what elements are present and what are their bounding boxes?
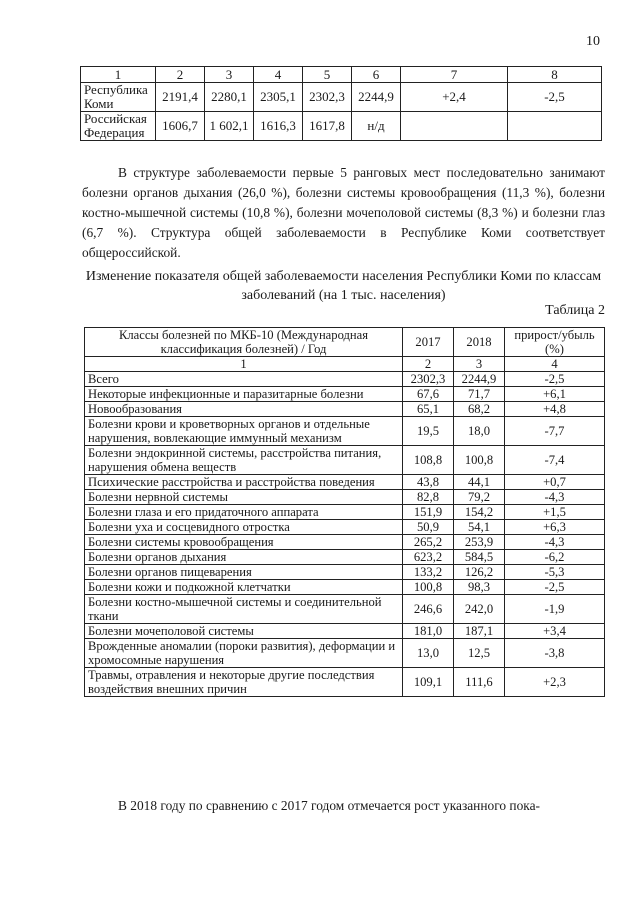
table1-cell: 2244,9 xyxy=(352,83,401,112)
change-percent: -2,5 xyxy=(505,372,605,387)
disease-class-name: Болезни крови и кроветворных органов и отдельные нарушения, вовлекающие иммунный механизм xyxy=(85,417,403,446)
table1-cell: 2302,3 xyxy=(303,83,352,112)
column-number: 1 xyxy=(85,357,403,372)
change-percent: -4,3 xyxy=(505,490,605,505)
value-2018: 71,7 xyxy=(454,387,505,402)
value-2018: 187,1 xyxy=(454,624,505,639)
disease-class-name: Болезни кожи и подкожной клетчатки xyxy=(85,580,403,595)
value-2017: 43,8 xyxy=(403,475,454,490)
class-column-header: Классы болезней по МКБ-10 (Международная классификация болезней) / Год xyxy=(85,328,403,357)
table1-header-cell: 1 xyxy=(81,67,156,83)
table1-header-cell: 7 xyxy=(401,67,508,83)
table-row xyxy=(85,595,605,624)
table1-header-cell: 6 xyxy=(352,67,401,83)
table-row xyxy=(85,402,605,417)
column-number: 2 xyxy=(403,357,454,372)
table1-cell: 1616,3 xyxy=(254,112,303,141)
value-2017: 65,1 xyxy=(403,402,454,417)
value-2018: 54,1 xyxy=(454,520,505,535)
value-2018: 126,2 xyxy=(454,565,505,580)
disease-class-name: Травмы, отравления и некоторые другие последствия воздействия внешних причин xyxy=(85,668,403,697)
value-2018: 18,0 xyxy=(454,417,505,446)
table1-header-cell: 3 xyxy=(205,67,254,83)
table1-cell: 2280,1 xyxy=(205,83,254,112)
regional-comparison-table xyxy=(80,66,602,141)
disease-class-name: Болезни системы кровообращения xyxy=(85,535,403,550)
region-name: Российская Федерация xyxy=(81,112,156,141)
value-2017: 623,2 xyxy=(403,550,454,565)
value-2018: 68,2 xyxy=(454,402,505,417)
change-percent: +6,3 xyxy=(505,520,605,535)
table-row xyxy=(85,668,605,697)
change-percent: +3,4 xyxy=(505,624,605,639)
structure-paragraph: В структуре заболеваемости первые 5 ранговых мест последовательно занимают болезни органов дыхания (26,0 %), болезни системы кровообращения (11,3 %), болезни костно-мышечной системы (10,8 %), болезни мочеполовой системы (8,3 %) и болезни глаз (6,7 %). Структура общей заболеваемости в Республике Коми соответствует общероссийской. xyxy=(82,165,605,260)
table2-body xyxy=(85,372,605,697)
table2-label: Таблица 2 xyxy=(545,303,605,318)
table-row xyxy=(85,372,605,387)
table-row xyxy=(85,417,605,446)
disease-class-name: Болезни мочеполовой системы xyxy=(85,624,403,639)
table1-cell: +2,4 xyxy=(401,83,508,112)
page-number: 10 xyxy=(586,34,600,49)
table-row xyxy=(85,475,605,490)
table1-header-cell: 4 xyxy=(254,67,303,83)
table-row xyxy=(81,112,602,141)
value-2017: 82,8 xyxy=(403,490,454,505)
value-2018: 111,6 xyxy=(454,668,505,697)
disease-class-name: Болезни эндокринной системы, расстройства питания, нарушения обмена веществ xyxy=(85,446,403,475)
value-2018: 584,5 xyxy=(454,550,505,565)
value-2017: 151,9 xyxy=(403,505,454,520)
disease-class-name: Болезни органов пищеварения xyxy=(85,565,403,580)
year-2017-header: 2017 xyxy=(403,328,454,357)
change-percent: -3,8 xyxy=(505,639,605,668)
disease-class-name: Болезни глаза и его придаточного аппарата xyxy=(85,505,403,520)
disease-class-name: Болезни костно-мышечной системы и соединительной ткани xyxy=(85,595,403,624)
value-2018: 242,0 xyxy=(454,595,505,624)
change-percent: -7,4 xyxy=(505,446,605,475)
table1-cell: н/д xyxy=(352,112,401,141)
table-row xyxy=(81,83,602,112)
table1-cell: 1606,7 xyxy=(156,112,205,141)
value-2017: 133,2 xyxy=(403,565,454,580)
table1-cell: 2191,4 xyxy=(156,83,205,112)
change-header: прирост/убыль (%) xyxy=(505,328,605,357)
change-percent: -6,2 xyxy=(505,550,605,565)
disease-classes-table xyxy=(84,327,605,697)
change-percent: -5,3 xyxy=(505,565,605,580)
change-percent: +6,1 xyxy=(505,387,605,402)
disease-class-name: Некоторые инфекционные и паразитарные болезни xyxy=(85,387,403,402)
table-row xyxy=(85,520,605,535)
value-2017: 19,5 xyxy=(403,417,454,446)
value-2018: 100,8 xyxy=(454,446,505,475)
disease-class-name: Болезни уха и сосцевидного отростка xyxy=(85,520,403,535)
change-percent: -2,5 xyxy=(505,580,605,595)
value-2018: 12,5 xyxy=(454,639,505,668)
value-2018: 44,1 xyxy=(454,475,505,490)
table2-header-row xyxy=(85,328,605,357)
change-percent: +1,5 xyxy=(505,505,605,520)
value-2017: 50,9 xyxy=(403,520,454,535)
value-2017: 100,8 xyxy=(403,580,454,595)
table1-cell: 1617,8 xyxy=(303,112,352,141)
value-2018: 253,9 xyxy=(454,535,505,550)
value-2018: 79,2 xyxy=(454,490,505,505)
change-percent: +0,7 xyxy=(505,475,605,490)
disease-class-name: Всего xyxy=(85,372,403,387)
table-row xyxy=(85,505,605,520)
table1-header-cell: 2 xyxy=(156,67,205,83)
region-name: Республика Коми xyxy=(81,83,156,112)
table-row xyxy=(85,535,605,550)
disease-class-name: Психические расстройства и расстройства поведения xyxy=(85,475,403,490)
change-percent: -7,7 xyxy=(505,417,605,446)
value-2018: 98,3 xyxy=(454,580,505,595)
change-percent: -1,9 xyxy=(505,595,605,624)
change-percent: +4,8 xyxy=(505,402,605,417)
value-2017: 109,1 xyxy=(403,668,454,697)
value-2017: 108,8 xyxy=(403,446,454,475)
table1-cell: 1 602,1 xyxy=(205,112,254,141)
table1-cell: -2,5 xyxy=(508,83,602,112)
table-row xyxy=(85,565,605,580)
change-percent: -4,3 xyxy=(505,535,605,550)
value-2017: 13,0 xyxy=(403,639,454,668)
table-row xyxy=(85,550,605,565)
table-row xyxy=(85,446,605,475)
table1-header-cell: 8 xyxy=(508,67,602,83)
table1-cell xyxy=(508,112,602,141)
value-2018: 2244,9 xyxy=(454,372,505,387)
value-2017: 2302,3 xyxy=(403,372,454,387)
table1-header-row xyxy=(81,67,602,83)
disease-class-name: Болезни органов дыхания xyxy=(85,550,403,565)
disease-class-name: Новообразования xyxy=(85,402,403,417)
disease-class-name: Врожденные аномалии (пороки развития), деформации и хромосомные нарушения xyxy=(85,639,403,668)
table-row xyxy=(85,639,605,668)
value-2018: 154,2 xyxy=(454,505,505,520)
table-row xyxy=(85,580,605,595)
table-row xyxy=(85,490,605,505)
value-2017: 181,0 xyxy=(403,624,454,639)
table-row xyxy=(85,387,605,402)
disease-class-name: Болезни нервной системы xyxy=(85,490,403,505)
table1-header-cell: 5 xyxy=(303,67,352,83)
column-number: 4 xyxy=(505,357,605,372)
table2-title: Изменение показателя общей заболеваемости населения Республики Коми по классам заболеваний (на 1 тыс. населения) xyxy=(85,269,602,303)
value-2017: 246,6 xyxy=(403,595,454,624)
table1-cell xyxy=(401,112,508,141)
column-number: 3 xyxy=(454,357,505,372)
table-row xyxy=(85,624,605,639)
change-percent: +2,3 xyxy=(505,668,605,697)
value-2017: 265,2 xyxy=(403,535,454,550)
value-2017: 67,6 xyxy=(403,387,454,402)
closing-paragraph: В 2018 году по сравнению с 2017 годом отмечается рост указанного пока- xyxy=(118,798,540,813)
column-number-row xyxy=(85,357,605,372)
year-2018-header: 2018 xyxy=(454,328,505,357)
table1-cell: 2305,1 xyxy=(254,83,303,112)
